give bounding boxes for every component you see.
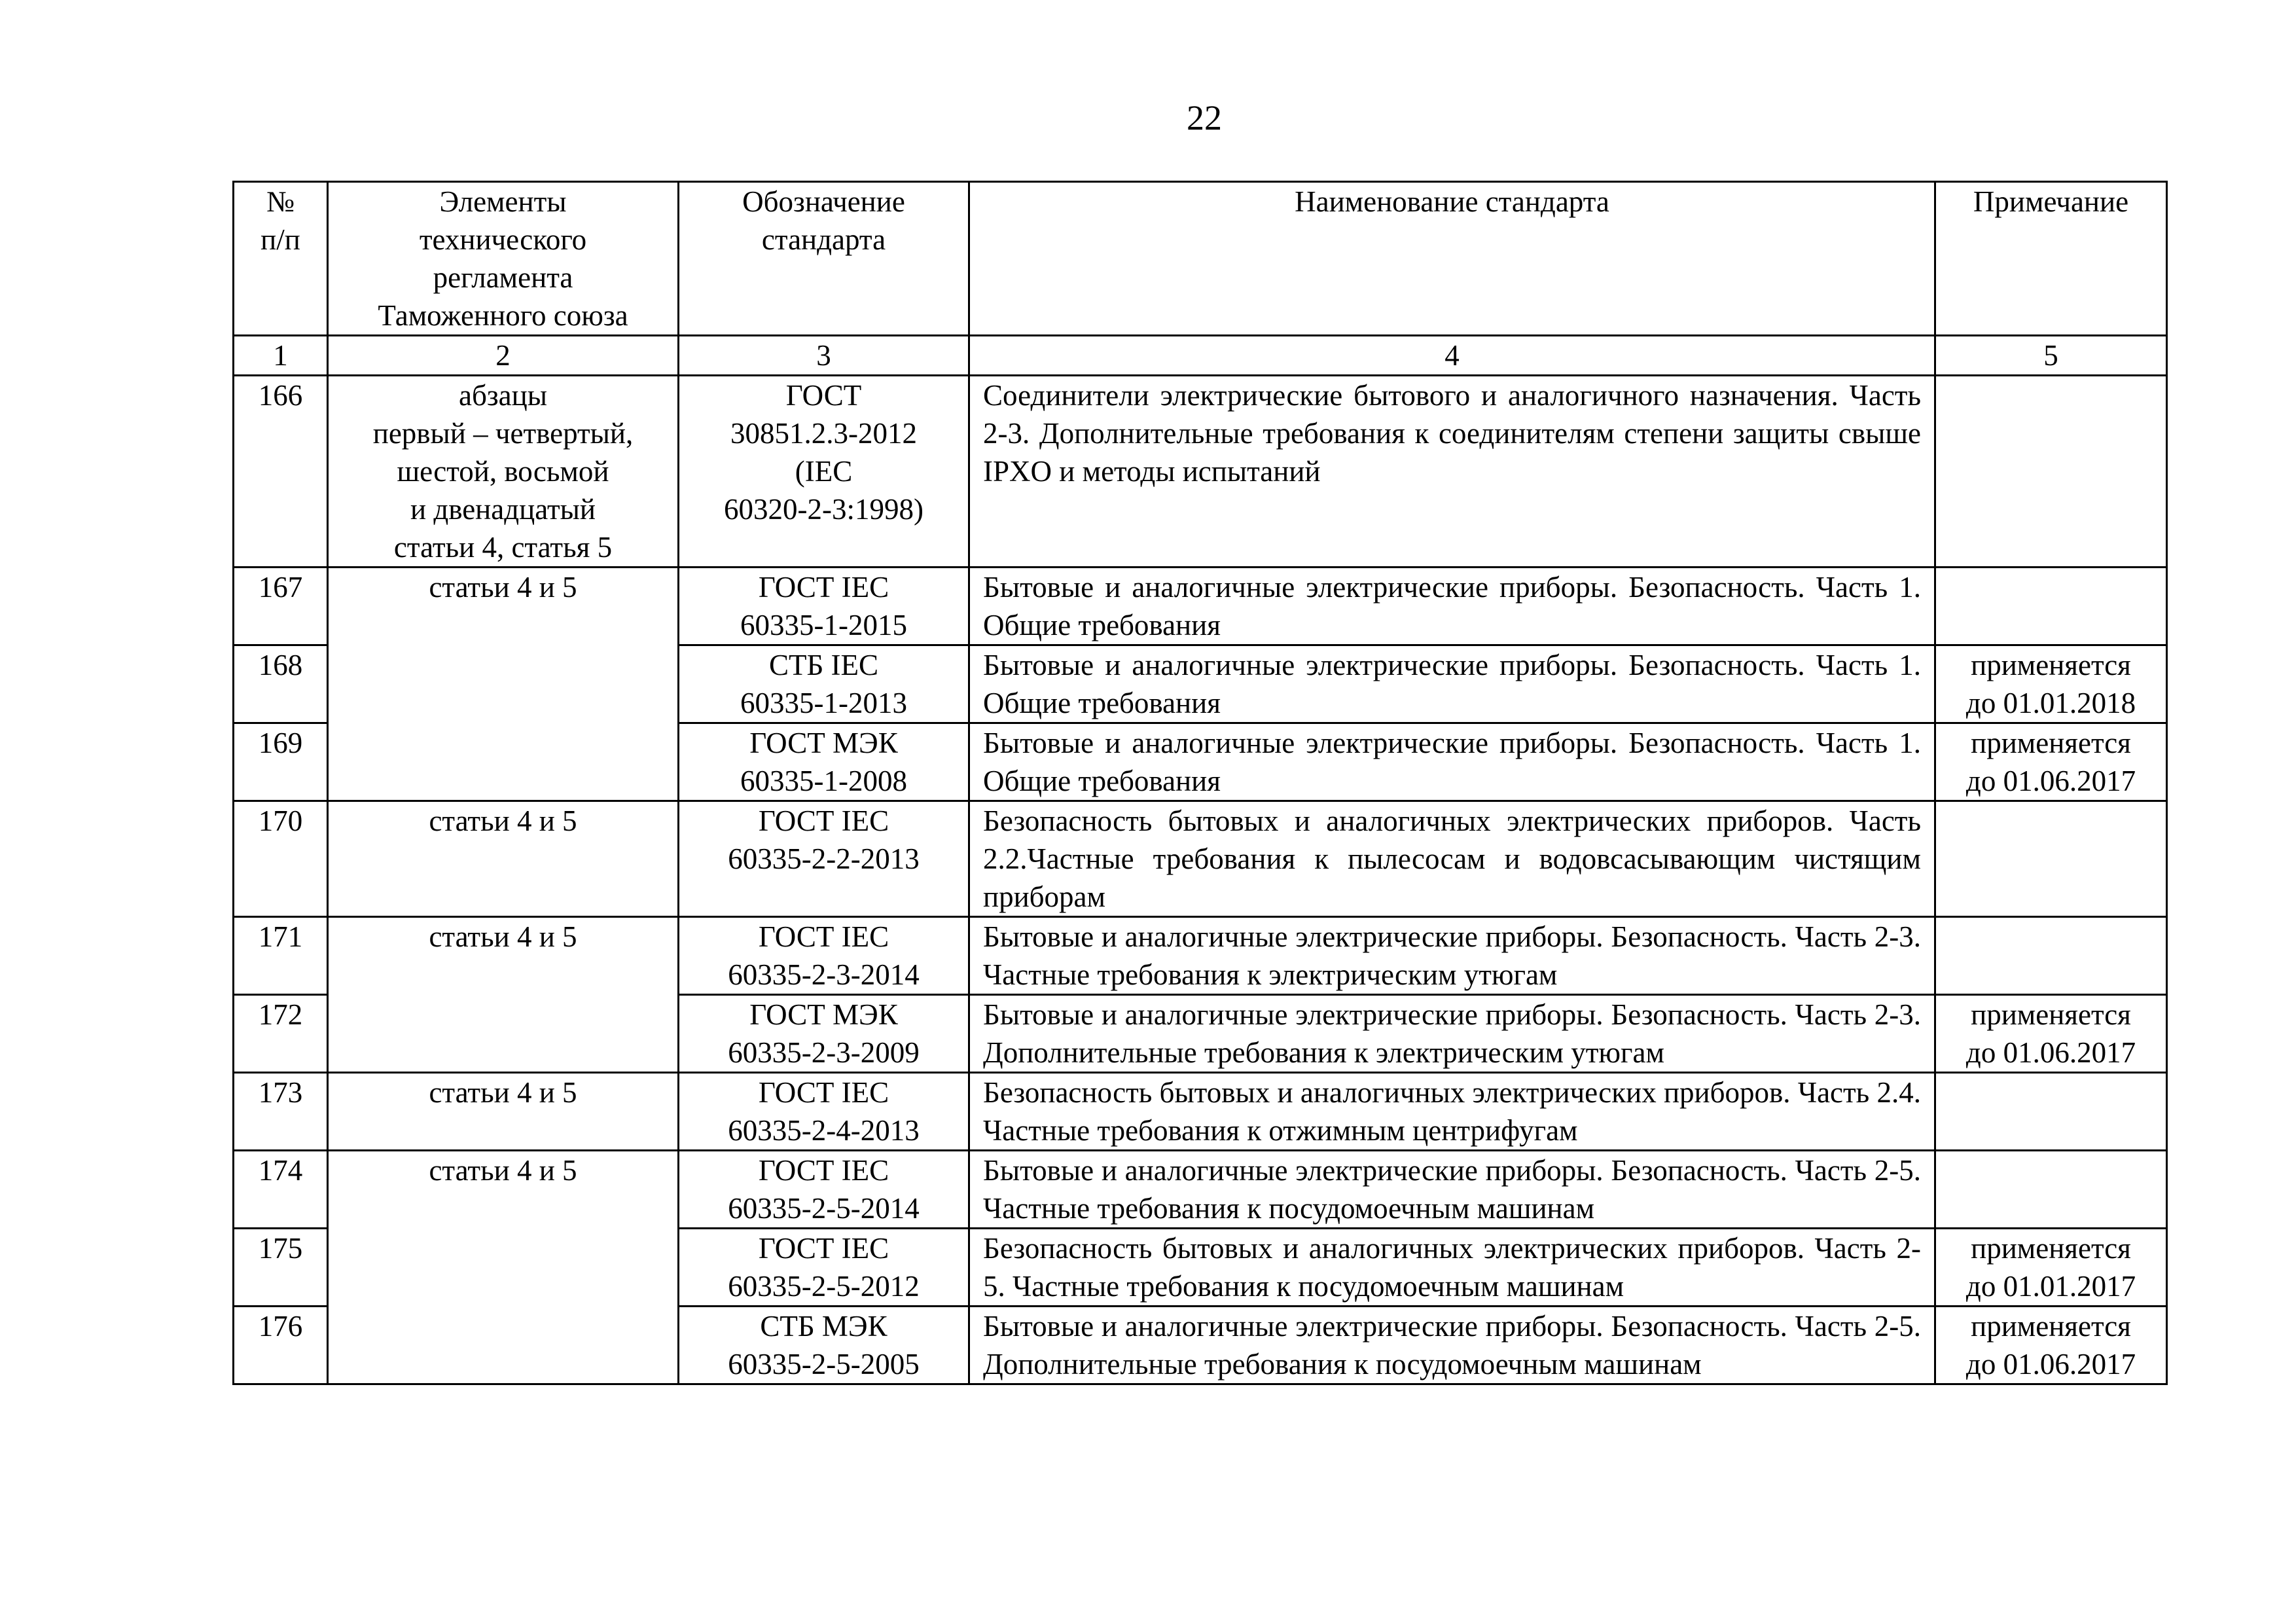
header-line: Обозначение [742, 185, 905, 218]
code-line: СТБ МЭК [760, 1310, 888, 1343]
code-line: 60335-2-4-2013 [728, 1114, 920, 1147]
row-number: 167 [234, 568, 328, 645]
regulation-elements [328, 568, 679, 801]
code-line: ГОСТ МЭК [749, 998, 898, 1031]
elements-line: статьи 4 и 5 [429, 1154, 577, 1187]
code-line: ГОСТ IEC [758, 1154, 889, 1187]
code-line: ГОСТ IEC [758, 1076, 889, 1109]
note-line: применяется [1971, 998, 2131, 1031]
elements-line: статьи 4 и 5 [429, 920, 577, 953]
standard-code [679, 1151, 969, 1229]
column-number: 4 [969, 336, 1935, 376]
code-line: 60320-2-3:1998) [724, 493, 924, 526]
note-line: до 01.01.2018 [1965, 687, 2136, 719]
row-number: 173 [234, 1073, 328, 1151]
standard-name: Бытовые и аналогичные электрические приборы. Безопасность. Часть 2-3. Дополнительные требования к электрическим утюгам [969, 995, 1935, 1073]
note [1935, 917, 2167, 995]
table-header-row [234, 182, 2167, 336]
standard-code [679, 995, 969, 1073]
row-number: 171 [234, 917, 328, 995]
code-line: 30851.2.3-2012 [730, 417, 917, 450]
header-line: Наименование стандарта [1295, 185, 1609, 218]
regulation-elements [328, 801, 679, 917]
regulation-elements [328, 1151, 679, 1384]
code-line: ГОСТ МЭК [749, 727, 898, 759]
code-line: 60335-2-5-2012 [728, 1270, 920, 1303]
regulation-elements [328, 1073, 679, 1151]
header-line: стандарта [761, 223, 886, 256]
note [1935, 376, 2167, 568]
elements-line: статьи 4 и 5 [429, 804, 577, 837]
standard-name: Бытовые и аналогичные электрические приборы. Безопасность. Часть 2-3. Частные требования к электрическим утюгам [969, 917, 1935, 995]
note-line: применяется [1971, 1310, 2131, 1343]
header-line: Таможенного союза [378, 299, 628, 332]
standard-code [679, 723, 969, 801]
elements-line: статьи 4 и 5 [429, 1076, 577, 1109]
standards-table [232, 181, 2168, 1385]
standard-code [679, 1073, 969, 1151]
code-line: 60335-1-2013 [740, 687, 907, 719]
code-line: 60335-2-3-2009 [728, 1036, 920, 1069]
row-number: 169 [234, 723, 328, 801]
row-number: 172 [234, 995, 328, 1073]
table-row [234, 801, 2167, 917]
header-line: технического [419, 223, 587, 256]
standard-name: Безопасность бытовых и аналогичных электрических приборов. Часть 2.4. Частные требования к отжимным центрифугам [969, 1073, 1935, 1151]
header-line: Примечание [1973, 185, 2129, 218]
row-number: 168 [234, 645, 328, 723]
code-line: ГОСТ IEC [758, 1232, 889, 1265]
code-line: 60335-2-5-2014 [728, 1192, 920, 1225]
standard-code [679, 917, 969, 995]
code-line: 60335-2-5-2005 [728, 1348, 920, 1380]
header-line: п/п [260, 223, 300, 256]
elements-line: абзацы [459, 379, 547, 412]
standard-code [679, 376, 969, 568]
code-line: 60335-2-2-2013 [728, 842, 920, 875]
column-number: 1 [234, 336, 328, 376]
standard-name: Бытовые и аналогичные электрические приборы. Безопасность. Часть 2-5. Дополнительные требования к посудомоечным машинам [969, 1307, 1935, 1384]
header-note [1935, 182, 2167, 336]
note-line: применяется [1971, 649, 2131, 681]
row-number: 174 [234, 1151, 328, 1229]
note-line: применяется [1971, 1232, 2131, 1265]
table-row [234, 917, 2167, 995]
code-line: ГОСТ IEC [758, 804, 889, 837]
note-line: применяется [1971, 727, 2131, 759]
row-number: 175 [234, 1229, 328, 1307]
elements-line: и двенадцатый [410, 493, 596, 526]
elements-line: статьи 4, статья 5 [393, 531, 613, 564]
standard-name: Безопасность бытовых и аналогичных электрических приборов. Часть 2.2.Частные требования к пылесосам и водовсасывающим чистящим приборам [969, 801, 1935, 917]
elements-line: статьи 4 и 5 [429, 571, 577, 604]
table-row [234, 376, 2167, 568]
code-line: СТБ IEC [768, 649, 879, 681]
note-line: до 01.01.2017 [1965, 1270, 2136, 1303]
header-line: Элементы [439, 185, 567, 218]
code-line: 60335-1-2008 [740, 765, 907, 797]
note [1935, 645, 2167, 723]
header-line: регламента [433, 261, 573, 294]
standard-name: Безопасность бытовых и аналогичных электрических приборов. Часть 2-5. Частные требования к посудомоечным машинам [969, 1229, 1935, 1307]
row-number: 176 [234, 1307, 328, 1384]
standard-name: Бытовые и аналогичные электрические приборы. Безопасность. Часть 1. Общие требования [969, 645, 1935, 723]
standard-name: Бытовые и аналогичные электрические приборы. Безопасность. Часть 1. Общие требования [969, 568, 1935, 645]
column-number: 5 [1935, 336, 2167, 376]
code-line: ГОСТ IEC [758, 920, 889, 953]
header-line: № [266, 185, 295, 218]
header-regulation-elements [328, 182, 679, 336]
standard-code [679, 801, 969, 917]
page-number: 22 [1187, 98, 1222, 137]
header-standard-code [679, 182, 969, 336]
note [1935, 723, 2167, 801]
note [1935, 1073, 2167, 1151]
note [1935, 995, 2167, 1073]
note [1935, 568, 2167, 645]
code-line: 60335-1-2015 [740, 609, 907, 641]
standard-name: Соединители электрические бытового и аналогичного назначения. Часть 2-3. Дополнительные требования к соединителям степени защиты свыше IPXO и методы испытаний [969, 376, 1935, 568]
row-number: 166 [234, 376, 328, 568]
code-line: ГОСТ IEC [758, 571, 889, 604]
standard-name: Бытовые и аналогичные электрические приборы. Безопасность. Часть 2-5. Частные требования к посудомоечным машинам [969, 1151, 1935, 1229]
column-number: 2 [328, 336, 679, 376]
note-line: до 01.06.2017 [1965, 1348, 2136, 1380]
column-number: 3 [679, 336, 969, 376]
standard-code [679, 645, 969, 723]
code-line: (IEC [795, 455, 853, 488]
standard-name: Бытовые и аналогичные электрические приборы. Безопасность. Часть 1. Общие требования [969, 723, 1935, 801]
code-line: ГОСТ [785, 379, 862, 412]
note [1935, 1307, 2167, 1384]
standard-code [679, 1307, 969, 1384]
standard-code [679, 568, 969, 645]
code-line: 60335-2-3-2014 [728, 958, 920, 991]
note-line: до 01.06.2017 [1965, 765, 2136, 797]
row-number: 170 [234, 801, 328, 917]
table-row [234, 1151, 2167, 1229]
elements-line: шестой, восьмой [397, 455, 609, 488]
note [1935, 801, 2167, 917]
elements-line: первый – четвертый, [372, 417, 634, 450]
table-row [234, 1073, 2167, 1151]
note [1935, 1151, 2167, 1229]
note-line: до 01.06.2017 [1965, 1036, 2136, 1069]
column-number-row [234, 336, 2167, 376]
standard-code [679, 1229, 969, 1307]
regulation-elements [328, 917, 679, 1073]
header-standard-name [969, 182, 1935, 336]
header-row-number [234, 182, 328, 336]
regulation-elements [328, 376, 679, 568]
note [1935, 1229, 2167, 1307]
table-row [234, 568, 2167, 645]
